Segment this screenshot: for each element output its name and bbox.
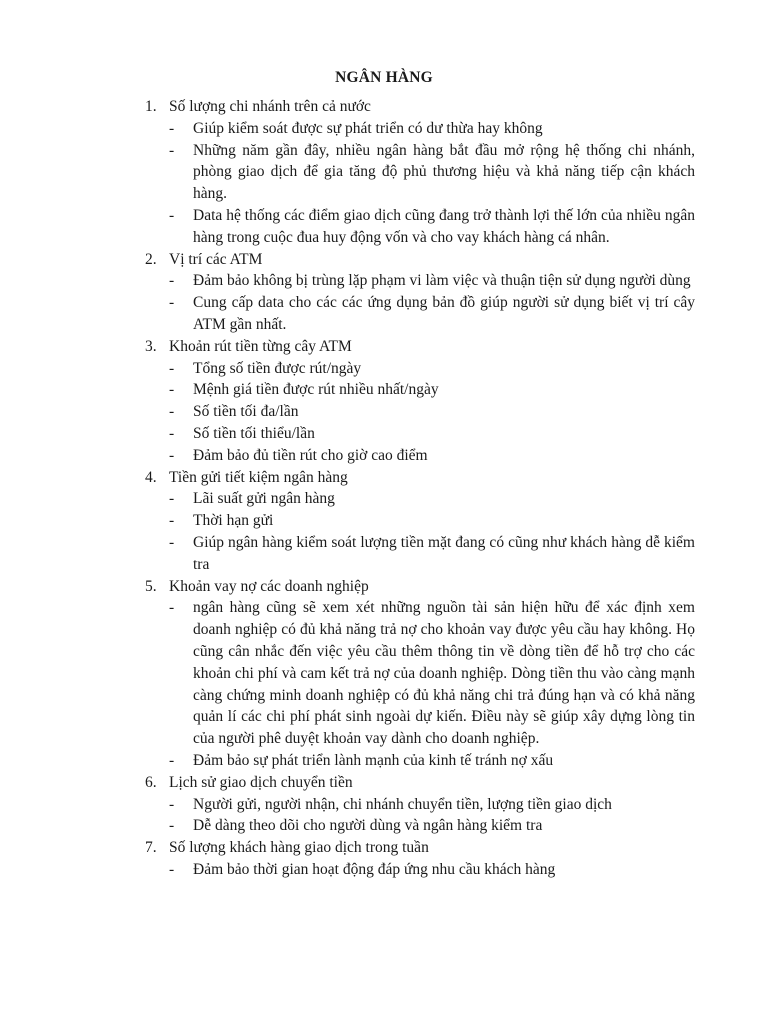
bullet-text: Đảm bảo thời gian hoạt động đáp ứng nhu cầu khách hàng — [193, 860, 556, 878]
numbered-section — [145, 772, 695, 837]
bullet-item — [145, 140, 695, 205]
dash-bullet-icon: - — [169, 817, 175, 835]
bullet-item — [145, 750, 695, 772]
section-number: 2. — [145, 250, 157, 268]
bullet-text: Giúp ngân hàng kiểm soát lượng tiền mặt đang có cũng như khách hàng dễ kiểm tra — [193, 533, 695, 573]
bullet-item — [145, 118, 695, 140]
dash-bullet-icon: - — [169, 599, 175, 617]
bullet-item — [145, 859, 695, 881]
dash-bullet-icon: - — [169, 119, 175, 137]
bullet-item — [145, 532, 695, 576]
bullet-text: Người gửi, người nhận, chi nhánh chuyển tiền, lượng tiền giao dịch — [193, 795, 612, 813]
bullet-item — [145, 292, 695, 336]
dash-bullet-icon: - — [169, 446, 175, 464]
dash-bullet-icon: - — [169, 359, 175, 377]
numbered-section — [145, 837, 695, 881]
bullet-item — [145, 270, 695, 292]
bullet-item — [145, 379, 695, 401]
bullet-text: Lãi suất gửi ngân hàng — [193, 490, 335, 508]
bullet-item — [145, 423, 695, 445]
bullet-item — [145, 815, 695, 837]
bullet-text: Data hệ thống các điểm giao dịch cũng đang trở thành lợi thế lớn của nhiều ngân hàng trong cuộc đua huy động vốn và cho vay khách hàng cá nhân. — [193, 206, 695, 246]
section-number: 4. — [145, 468, 157, 486]
section-heading — [145, 467, 695, 489]
dash-bullet-icon: - — [169, 860, 175, 878]
section-heading — [145, 249, 695, 271]
section-heading-text: Khoản vay nợ các doanh nghiệp — [169, 577, 369, 595]
bullet-item — [145, 401, 695, 423]
section-number: 5. — [145, 577, 157, 595]
bullet-text: Tổng số tiền được rút/ngày — [193, 359, 362, 377]
bullet-item — [145, 205, 695, 249]
section-number: 7. — [145, 839, 157, 857]
bullet-item — [145, 358, 695, 380]
dash-bullet-icon: - — [169, 533, 175, 551]
page-title: NGÂN HÀNG — [335, 69, 433, 86]
dash-bullet-icon: - — [169, 512, 175, 530]
numbered-section — [145, 467, 695, 576]
dash-bullet-icon: - — [169, 206, 175, 224]
bullet-text: Giúp kiểm soát được sự phát triển có dư thừa hay không — [193, 119, 543, 137]
section-heading — [145, 772, 695, 794]
numbered-section — [145, 96, 695, 249]
dash-bullet-icon: - — [169, 403, 175, 421]
dash-bullet-icon: - — [169, 141, 175, 159]
bullet-text: Dễ dàng theo dõi cho người dùng và ngân hàng kiểm tra — [193, 817, 543, 835]
bullet-text: Số tiền tối thiểu/lần — [193, 424, 315, 442]
dash-bullet-icon: - — [169, 381, 175, 399]
section-heading-text: Vị trí các ATM — [169, 250, 263, 268]
bullet-item — [145, 794, 695, 816]
bullet-text: Đảm bảo sự phát triển lành mạnh của kinh tế tránh nợ xấu — [193, 751, 554, 769]
bullet-text: Đảm bảo không bị trùng lặp phạm vi làm việc và thuận tiện sử dụng người dùng — [193, 272, 691, 290]
numbered-section — [145, 576, 695, 772]
bullet-item — [145, 597, 695, 750]
bullet-text: ngân hàng cũng sẽ xem xét những nguồn tài sản hiện hữu để xác định xem doanh nghiệp có đủ khả năng trả nợ cho khoản vay được yêu cầu hay không. Họ cũng cân nhắc đến việc yêu cầu thêm thông tin về dòng tiền để hỗ trợ cho các khoản chi phí và cam kết trả nợ của doanh nghiệp. Dòng tiền thu vào càng mạnh càng chứng minh doanh nghiệp có đủ khả năng chi trả đúng hạn và có khả năng quản lí các chi phí phát sinh ngoài dự kiến. Điều này sẽ giúp xây dựng lòng tin của người phê duyệt khoản vay dành cho doanh nghiệp. — [193, 599, 695, 748]
bullet-text: Cung cấp data cho các các ứng dụng bản đồ giúp người sử dụng biết vị trí cây ATM gần nhất. — [193, 294, 695, 333]
dash-bullet-icon: - — [169, 294, 175, 312]
numbered-section — [145, 336, 695, 467]
section-heading — [145, 96, 695, 118]
document-body — [145, 96, 695, 881]
bullet-text: Đảm bảo đủ tiền rút cho giờ cao điểm — [193, 446, 428, 464]
bullet-text: Số tiền tối đa/lần — [193, 403, 299, 421]
dash-bullet-icon: - — [169, 751, 175, 769]
section-number: 3. — [145, 337, 157, 355]
bullet-text: Những năm gần đây, nhiều ngân hàng bắt đầu mở rộng hệ thống chi nhánh, phòng giao dịch để gia tăng độ phủ thương hiệu và khả năng tiếp cận khách hàng. — [193, 141, 695, 203]
section-heading — [145, 837, 695, 859]
section-heading-text: Số lượng chi nhánh trên cả nước — [169, 98, 371, 115]
bullet-item — [145, 445, 695, 467]
dash-bullet-icon: - — [169, 795, 175, 813]
section-heading-text: Số lượng khách hàng giao dịch trong tuần — [169, 839, 429, 857]
section-heading-text: Khoản rút tiền từng cây ATM — [169, 337, 352, 355]
dash-bullet-icon: - — [169, 490, 175, 508]
section-heading-text: Lịch sử giao dịch chuyển tiền — [169, 773, 353, 791]
bullet-text: Mệnh giá tiền được rút nhiều nhất/ngày — [193, 381, 439, 399]
bullet-item — [145, 488, 695, 510]
dash-bullet-icon: - — [169, 272, 175, 290]
dash-bullet-icon: - — [169, 424, 175, 442]
bullet-item — [145, 510, 695, 532]
section-heading — [145, 336, 695, 358]
section-number: 6. — [145, 773, 157, 791]
section-heading-text: Tiền gửi tiết kiệm ngân hàng — [169, 468, 348, 486]
section-heading — [145, 576, 695, 598]
numbered-section — [145, 249, 695, 336]
bullet-text: Thời hạn gửi — [193, 512, 274, 530]
section-number: 1. — [145, 98, 157, 115]
